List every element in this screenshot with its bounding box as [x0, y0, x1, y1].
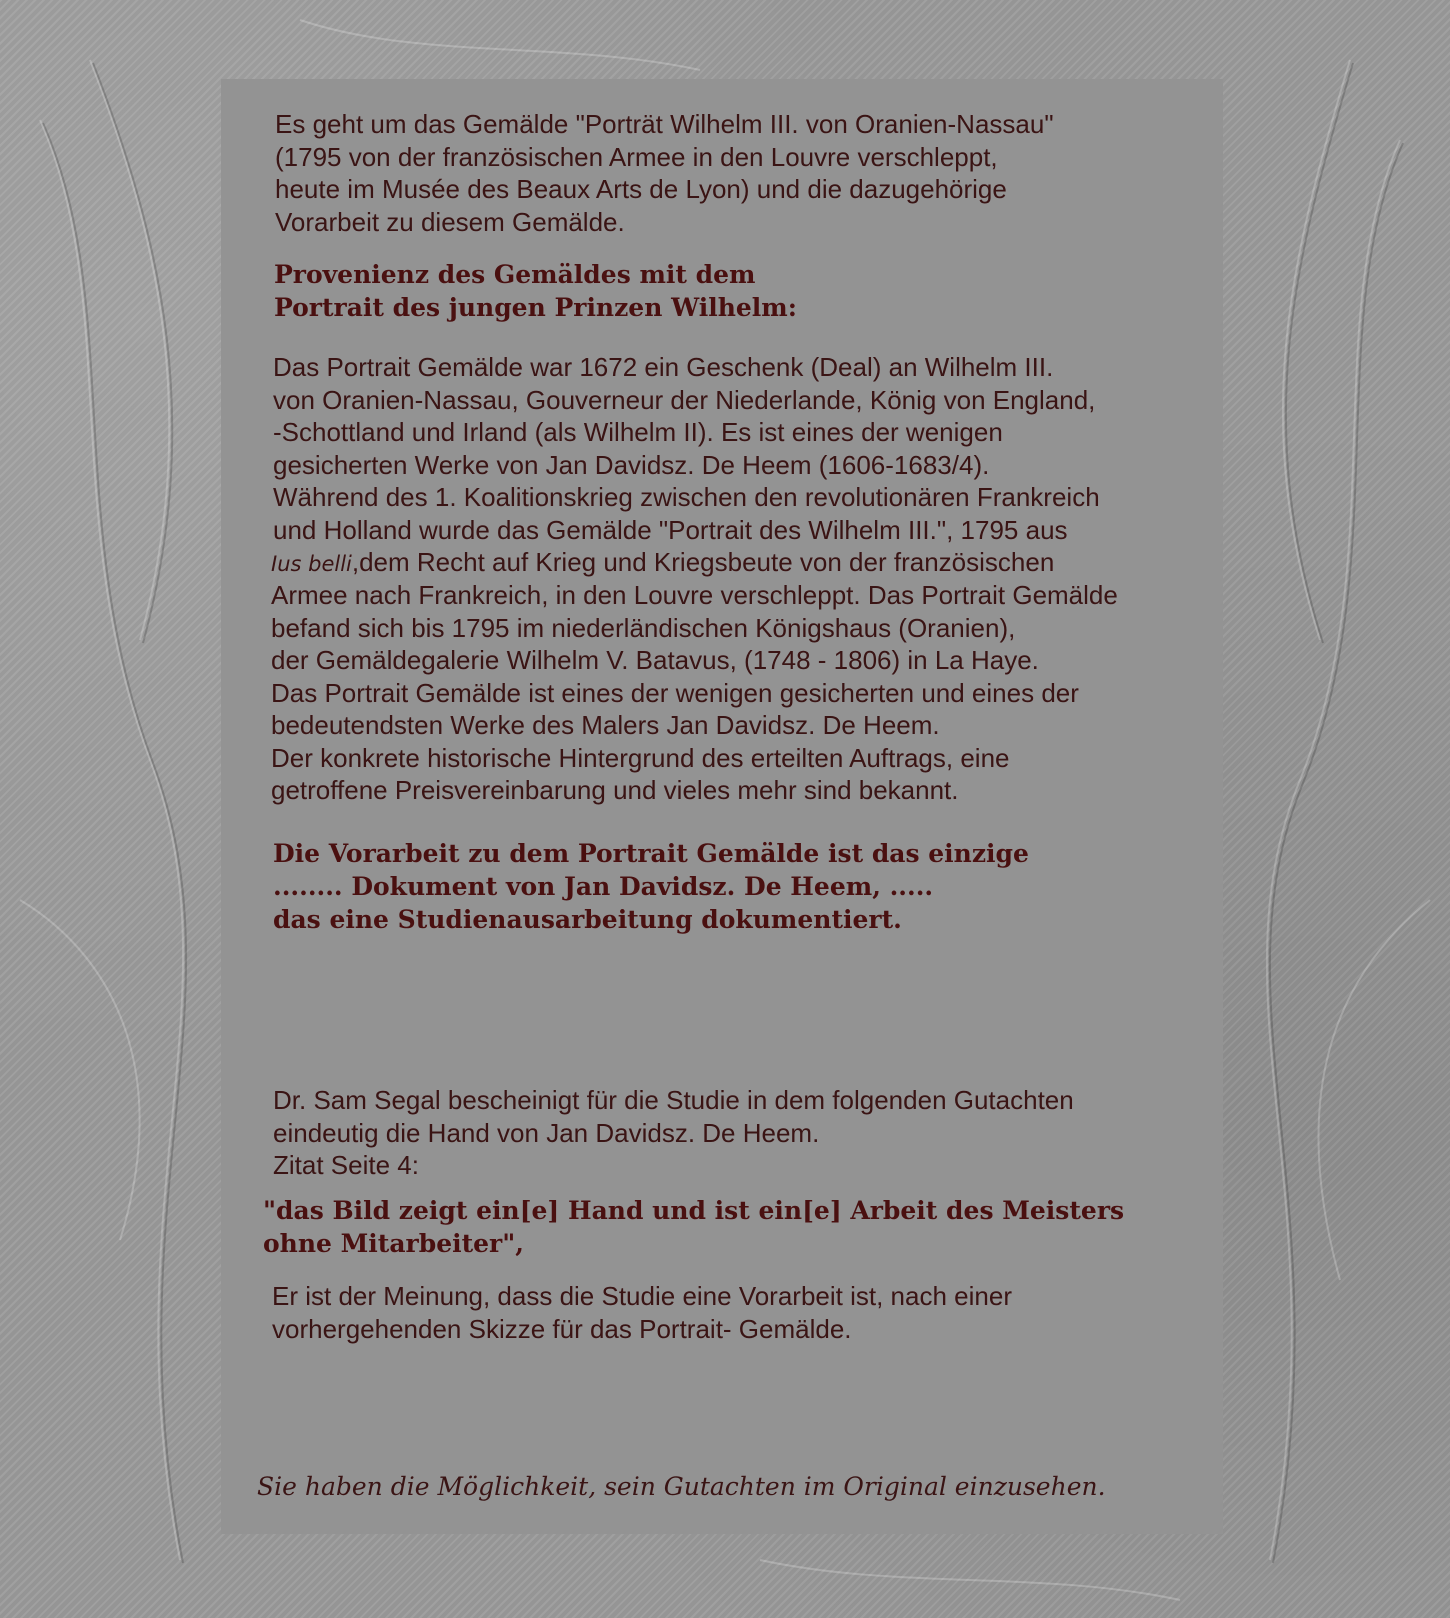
intro-paragraph: Es geht um das Gemälde "Porträt Wilhelm III. von Oranien-Nassau" (1795 von der französischen Armee in den Louvre verschleppt, heute im Musée des Beaux Arts de Lyon) und die dazugehörige Vorarbeit zu diesem Gemälde. [275, 109, 1054, 237]
provenance-paragraph-1: Das Portrait Gemälde war 1672 ein Geschenk (Deal) an Wilhelm III. von Oranien-Nassau, Gouverneur der Niederlande, König von England, -Schottland und Irland (als Wilhelm II). Es ist eines der wenigen gesicherten Werke von Jan Davidsz. De Heem (1606-1683/4). Während des 1. Koalitionskrieg zwischen den revolutionären Frankreich und Holland wurde das Gemälde "Portrait des Wilhelm III.", 1795 aus [273, 352, 1100, 545]
ius-belli-line-rest: ,dem Recht auf Krieg und Kriegsbeute von der französischen [351, 547, 1055, 577]
provenance-paragraph-2: Armee nach Frankreich, in den Louvre verschleppt. Das Portrait Gemälde befand sich bis 1795 im niederländischen Königshaus (Oranien), der Gemäldegalerie Wilhelm V. Batavus, (1748 - 1806) in La Haye. Das Portrait Gemälde ist eines der wenigen gesicherten und eines der bedeutendsten Werke des Malers Jan Davidsz. De Heem. Der konkrete historische Hintergrund des erteilten Auftrags, eine getroffene Preisvereinbarung und vieles mehr sind bekannt. [271, 580, 1118, 805]
provenance-heading: Provenienz des Gemäldes mit dem Portrait des jungen Prinzen Wilhelm: [274, 260, 797, 322]
ius-belli-line [271, 546, 1054, 581]
ius-belli-term: Ius belli [271, 552, 352, 576]
segal-quote: "das Bild zeigt ein[e] Hand und ist ein[e] Arbeit des Meisters ohne Mitarbeiter", [263, 1196, 1125, 1258]
segal-paragraph: Dr. Sam Segal bescheinigt für die Studie in dem folgenden Gutachten eindeutig die Hand von Jan Davidsz. De Heem. Zitat Seite 4: [273, 1085, 1074, 1180]
closing-note: Sie haben die Möglichkeit, sein Gutachten im Original einzusehen. [257, 1472, 1106, 1501]
opinion-paragraph: Er ist der Meinung, dass die Studie eine Vorarbeit ist, nach einer vorhergehenden Skizze für das Portrait- Gemälde. [272, 1281, 1012, 1344]
study-heading: Die Vorarbeit zu dem Portrait Gemälde ist das einzige ........ Dokument von Jan Davidsz. De Heem, ..... das eine Studienausarbeitung dokumentiert. [273, 839, 1029, 934]
